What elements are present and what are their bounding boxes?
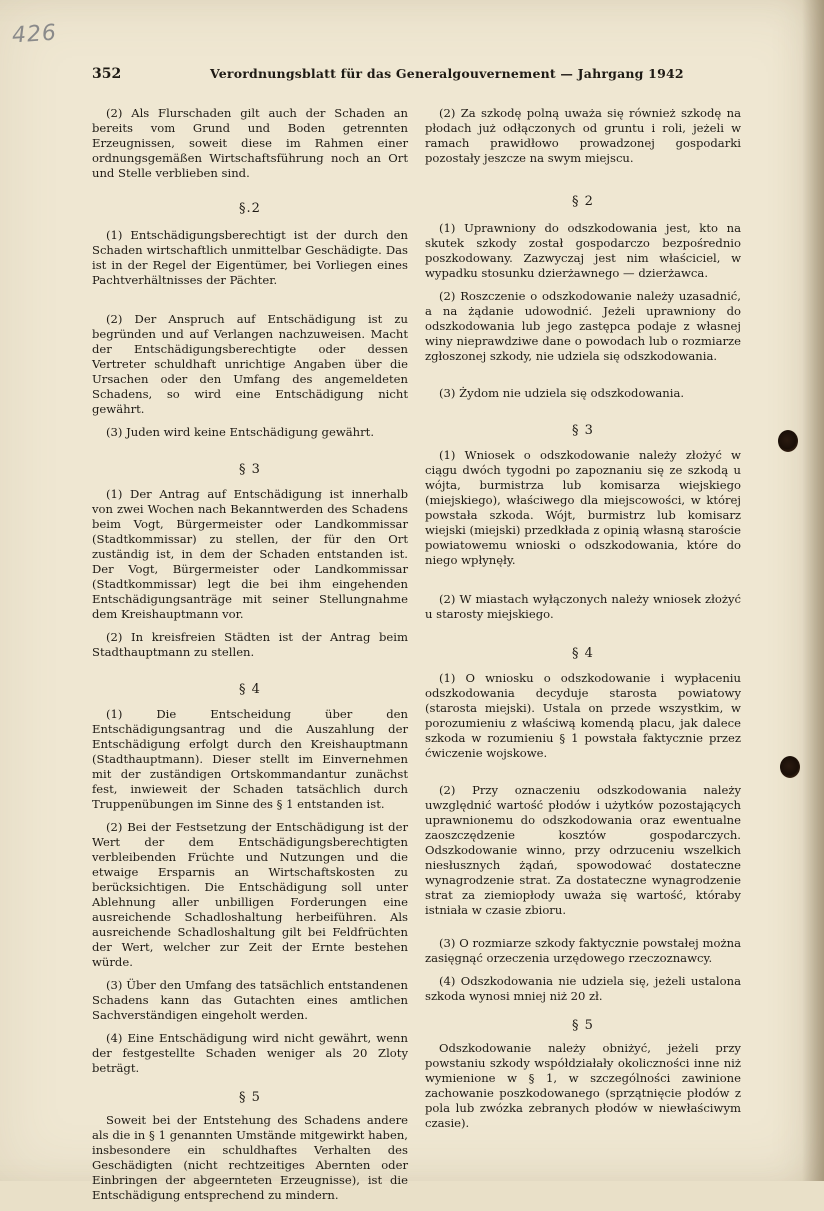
pl-section-3-paragraph-2: (2) W miastach wyłączonych należy wniosek złożyć u starosty miejskiego. — [425, 592, 741, 621]
running-title: Verordnungsblatt für das Generalgouvernement — Jahrgang 1942 — [210, 66, 684, 81]
de-section-3-paragraph-1: (1) Der Antrag auf Entschädigung ist innerhalb von zwei Wochen nach Bekanntwerden des Schadens beim Vogt, Bürgermeister oder Landkommissar (Stadtkommissar) zu stellen, der für den Ort zuständig ist, in dem der Schaden entstanden ist. Der Vogt, Bürgermeister oder Landkommissar (Stadtkommissar) legt die bei ihm eingehenden Entschädigungsanträge mit seiner Stellungnahme dem Kreishauptmann vor. — [92, 487, 408, 621]
polish-column — [425, 106, 741, 1139]
de-section-4-paragraph-2: (2) Bei der Festsetzung der Entschädigung ist der Wert der dem Entschädigungsberechtigten verbleibenden Früchte und Nutzungen und die etwaige Ersparnis an Wirtschaftskosten zu berücksichtigen. Die Entschädigung soll unter Ablehnung aller unbilligen Forderungen eine ausreichende Schadloshaltung herbeiführen. Als ausreichende Schadloshaltung gilt bei Feldfrüchten der Wert, welcher zur Zeit der Ernte bestehen würde. — [92, 820, 408, 969]
pl-section-4-heading: § 4 — [572, 646, 594, 661]
de-section-4-paragraph-4: (4) Eine Entschädigung wird nicht gewährt, wenn der festgestellte Schaden weniger als 20 Zloty beträgt. — [92, 1031, 408, 1075]
de-section-2-paragraph-2: (2) Der Anspruch auf Entschädigung ist zu begründen und auf Verlangen nachzuweisen. Macht der Entschädigungsberechtigte oder dessen Vertreter schuldhaft unrichtige Angaben über die Ursachen oder den Umfang des angemeldeten Schadens, so wird eine Entschädigung nicht gewährt. — [92, 312, 408, 416]
pl-section-2-paragraph-1: (1) Uprawniony do odszkodowania jest, kto na skutek szkody został gospodarczo bezpośrednio poszkodowany. Zazwyczaj jest nim właściciel, w wypadku stosunku dzierżawnego — dzierżawca. — [425, 221, 741, 280]
german-column — [92, 106, 408, 1211]
pl-section-3-heading: § 3 — [572, 423, 594, 438]
punch-hole-upper — [778, 430, 798, 452]
de-intro-paragraph-2: (2) Als Flurschaden gilt auch der Schaden an bereits vom Grund und Boden getrennten Erzeugnissen, soweit diese im Rahmen einer ordnungsgemäßen Wirtschaftsführung noch an Ort und Stelle verblieben sind. — [92, 106, 408, 180]
page-binding-shadow — [802, 0, 824, 1181]
de-section-5-heading: § 5 — [239, 1090, 261, 1105]
pl-section-4-paragraph-3: (3) O rozmiarze szkody faktycznie powstałej można zasięgnąć orzeczenia urzędowego rzeczoznawcy. — [425, 936, 741, 965]
pl-section-4-paragraph-4: (4) Odszkodowania nie udziela się, jeżeli ustalona szkoda wynosi mniej niż 20 zł. — [425, 974, 741, 1003]
pl-section-4-paragraph-2: (2) Przy oznaczeniu odszkodowania należy uwzględnić wartość płodów i użytków pozostających uprawnionemu do odszkodowania oraz ewentualne zaoszczędzenie kosztów gospodarczych. Odszkodowanie winno, przy odrzuceniu wszelkich niesłusznych żądań, spowodować dostateczne wynagrodzenie strat. Za dostateczne wynagrodzenie strat za ziemiopłody uważa się wartość, któraby istniała w czasie zbioru. — [425, 783, 741, 917]
de-section-3-heading: § 3 — [239, 462, 261, 477]
pl-intro-paragraph-2: (2) Za szkodę polną uważa się również szkodę na płodach już odłączonych od gruntu i roli, jeżeli w ramach prawidłowo prowadzonej gospodarki pozostały jeszcze na swym miejscu. — [425, 106, 741, 165]
pencil-page-note: 426 — [11, 20, 58, 49]
pl-section-5-heading: § 5 — [572, 1018, 594, 1033]
punch-hole-lower — [780, 756, 800, 778]
pl-section-2-paragraph-3: (3) Żydom nie udziela się odszkodowania. — [439, 386, 685, 400]
pl-section-3-paragraph-1: (1) Wniosek o odszkodowanie należy złożyć w ciągu dwóch tygodni po zapoznaniu się ze szkodą u wójta, burmistrza lub komisarza wiejskiego (miejskiego), właściwego dla miejscowości, w której powstała szkoda. Wójt, burmistrz lub komisarz wiejski (miejski) przedkłada z opinią własną staroście powiatowemu wnioski o odszkodowania, które do niego wpłynęły. — [425, 448, 741, 567]
de-section-2-paragraph-1: (1) Entschädigungsberechtigt ist der durch den Schaden wirtschaftlich unmittelbar Geschädigte. Das ist in der Regel der Eigentümer, bei Vorliegen eines Pachtverhältnisses der Pächter. — [92, 228, 408, 287]
de-section-4-heading: § 4 — [239, 682, 261, 697]
de-section-5-paragraph-1: Soweit bei der Entstehung des Schadens andere als die in § 1 genannten Umstände mitgewirkt haben, insbesondere ein schuldhaftes Verhalten des Geschädigten (nicht rechtzeitiges Abernten oder Einbringen der abgeernteten Erzeugnisse), ist die Entschädigung entsprechend zu mindern. — [92, 1113, 408, 1202]
pl-section-5-paragraph-1: Odszkodowanie należy obniżyć, jeżeli przy powstaniu szkody współdziałały okoliczności inne niż wymienione w § 1, w szczególności zawinione zachowanie poszkodowanego (sprzątnięcie płodów z pola lub zwózka zebranych płodów w niewłaściwym czasie). — [425, 1041, 741, 1130]
page-number: 352 — [92, 66, 122, 82]
de-section-2-paragraph-3: (3) Juden wird keine Entschädigung gewährt. — [106, 425, 375, 439]
de-section-3-paragraph-2: (2) In kreisfreien Städten ist der Antrag beim Stadthauptmann zu stellen. — [92, 630, 408, 659]
de-section-4-paragraph-3: (3) Über den Umfang des tatsächlich entstandenen Schadens kann das Gutachten eines amtlichen Sachverständigen eingeholt werden. — [92, 978, 408, 1022]
pl-section-2-paragraph-2: (2) Roszczenie o odszkodowanie należy uzasadnić, a na żądanie udowodnić. Jeżeli uprawniony do odszkodowania lub jego zastępca podaje z własnej winy nieprawdziwe dane o powodach lub o rozmiarze zgłoszonej szkody, nie udziela się odszkodowania. — [425, 289, 741, 363]
de-section-4-paragraph-1: (1) Die Entscheidung über den Entschädigungsantrag und die Auszahlung der Entschädigung erfolgt durch den Kreishauptmann (Stadthauptmann). Dieser stellt im Einvernehmen mit der zuständigen Ortskommandantur zunächst fest, inwieweit der Schaden tatsächlich durch Truppenübungen im Sinne des § 1 entstanden ist. — [92, 707, 408, 811]
pl-section-2-heading: § 2 — [572, 194, 594, 209]
pl-section-4-paragraph-1: (1) O wniosku o odszkodowanie i wypłaceniu odszkodowania decyduje starosta powiatowy (starosta miejski). Ustala on przede wszystkim, w porozumieniu z właściwą komendą placu, jak dalece szkoda w rozumieniu § 1 powstała faktycznie przez ćwiczenie wojskowe. — [425, 671, 741, 760]
page-header — [92, 66, 742, 86]
de-section-2-heading: §.2 — [239, 201, 261, 216]
